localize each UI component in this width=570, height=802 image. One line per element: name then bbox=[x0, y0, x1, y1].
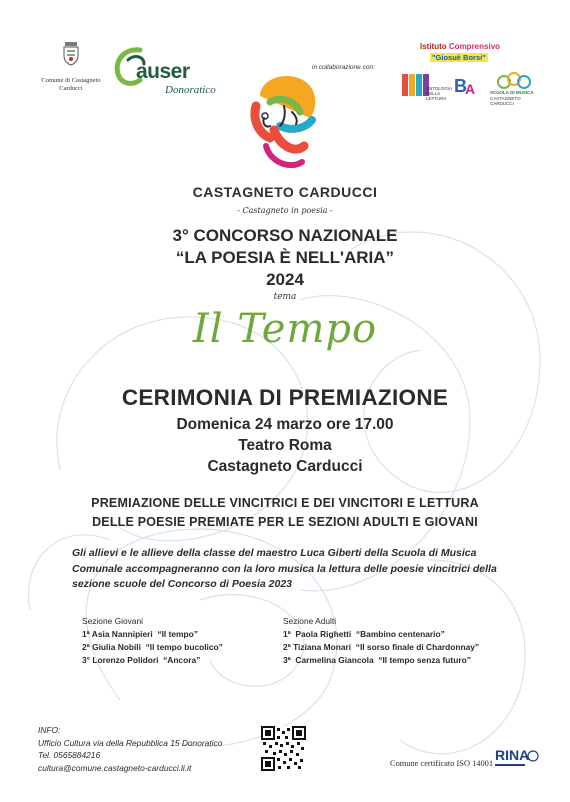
svg-text:B: B bbox=[454, 76, 467, 96]
theme-title: Il Tempo bbox=[192, 306, 378, 352]
intro-paragraph: Gli allievi e le allieve della classe del maestro Luca Giberti della Scuola di Musica Comunale accompagneranno con la loro musica la lettura delle poesie vincitrici della sezione scuole del Concorso di Poesia 2023 bbox=[72, 547, 497, 590]
contest-year: 2024 bbox=[266, 270, 304, 289]
info-tel[interactable]: Tel. 0565884216 bbox=[38, 750, 101, 760]
coat-of-arms-icon bbox=[62, 42, 80, 66]
iso-certification: Comune certificato ISO 14001 bbox=[390, 759, 494, 768]
winner-row: 3ª Carmelina Giancola “Il tempo senza futuro” bbox=[283, 655, 471, 665]
winner-row: 2ª Tiziana Monari “Il sorso finale di Chardonnay” bbox=[283, 642, 480, 652]
rina-certification-logo bbox=[492, 738, 540, 774]
comprensivo-word: Comprensivo bbox=[448, 42, 501, 51]
ceremony-town: Castagneto Carducci bbox=[207, 458, 363, 475]
comune-logo bbox=[36, 42, 106, 93]
collab-label: in collaborazione con: bbox=[312, 64, 375, 71]
carducci-portrait-logo bbox=[240, 66, 330, 176]
info-office: Ufficio Cultura via della Repubblica 15 Donoratico bbox=[38, 737, 223, 748]
description-line2: DELLE POESIE PREMIATE PER LE SEZIONI ADULTI E GIOVANI bbox=[92, 515, 478, 529]
description-line1: PREMIAZIONE DELLE VINCITRICI E DEI VINCITORI E LETTURA bbox=[91, 496, 479, 510]
ba-logo bbox=[452, 72, 480, 98]
ceremony-venue: Teatro Roma bbox=[238, 437, 332, 454]
info-block bbox=[38, 724, 222, 774]
winner-row: 2ª Giulia Nobili “Il tempo bucolico” bbox=[82, 642, 223, 652]
tagline: - Castagneto in poesia - bbox=[237, 206, 333, 215]
scuola-di-musica-label: SCUOLA DI MUSICA bbox=[490, 90, 534, 95]
info-email[interactable]: cultura@comune.castagneto-carducci.li.it bbox=[38, 762, 192, 773]
qr-code-icon[interactable] bbox=[261, 726, 306, 771]
section-adulti bbox=[283, 615, 523, 667]
istituto-line2: "Giosuè Borsi" bbox=[432, 53, 486, 62]
scuola-di-musica-logo bbox=[486, 72, 540, 90]
section-heading: Sezione Giovani bbox=[82, 616, 143, 626]
antologia-label: ANTOLOGIA DELLA LETTURA bbox=[426, 86, 452, 101]
comune-label: Comune di Castagneto Carducci bbox=[41, 77, 101, 92]
winner-row: 1ª Asia Nannipieri “Il tempo” bbox=[82, 629, 198, 639]
rina-label: RINA bbox=[495, 747, 530, 763]
section-heading: Sezione Adulti bbox=[283, 616, 337, 626]
istituto-line1 bbox=[420, 42, 500, 51]
auser-sub: Donoratico bbox=[165, 84, 216, 96]
winner-row: 3° Lorenzo Polidori “Ancora” bbox=[82, 655, 201, 665]
contest-title-line2: “LA POESIA È NELL'ARIA” bbox=[175, 248, 395, 267]
brand-title: CASTAGNETO CARDUCCI bbox=[192, 184, 378, 200]
auser-word: auser bbox=[136, 60, 190, 83]
ceremony-datetime: Domenica 24 marzo ore 17.00 bbox=[176, 416, 394, 433]
info-label: INFO: bbox=[38, 725, 61, 735]
auser-logo bbox=[110, 42, 220, 102]
section-giovani bbox=[82, 615, 272, 667]
svg-text:A: A bbox=[465, 81, 476, 97]
istituto-word: Istituto bbox=[420, 42, 447, 51]
contest-title-line1: 3° CONCORSO NAZIONALE bbox=[172, 226, 398, 245]
winner-row: 1ª Paola Righetti “Bambino centenario” bbox=[283, 629, 445, 639]
ceremony-heading: CERIMONIA DI PREMIAZIONE bbox=[121, 385, 449, 410]
tema-label: tema bbox=[273, 292, 297, 302]
castagneto-small-label: CASTAGNETO CARDUCCI bbox=[490, 96, 521, 106]
